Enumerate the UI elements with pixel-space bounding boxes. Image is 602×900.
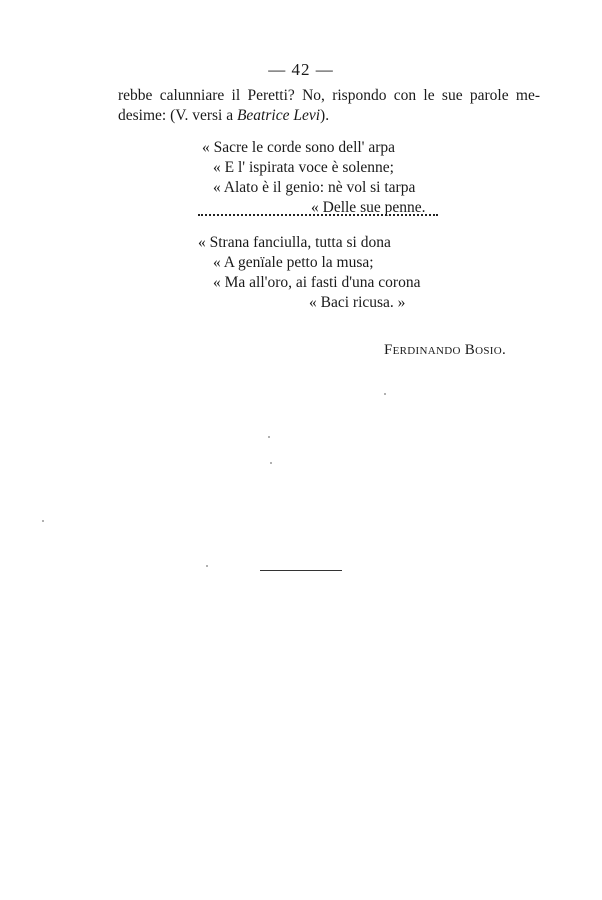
prose-text: desime: (V. versi a	[118, 107, 237, 124]
scan-speck	[268, 436, 270, 438]
scan-speck	[384, 393, 386, 395]
prose-line: rebbe calunniare il Peretti? No, rispondo con le sue parole me-	[118, 87, 540, 104]
verse-line: « Ma all'oro, ai fasti d'una corona	[213, 274, 421, 291]
verse-line: « Strana fanciulla, tutta si dona	[198, 234, 391, 251]
verse-line: « Sacre le corde sono dell' arpa	[202, 139, 396, 156]
ellipsis-divider	[198, 214, 438, 220]
prose-line	[118, 106, 540, 126]
page-number: — 42 —	[268, 60, 334, 79]
scan-speck	[206, 565, 208, 567]
author-signature	[384, 342, 506, 359]
verse-line: « E l' ispirata voce è solenne;	[213, 159, 394, 176]
prose-paragraph	[118, 86, 540, 126]
scan-speck	[270, 462, 272, 464]
scan-speck	[42, 520, 44, 522]
end-rule	[260, 570, 342, 571]
verse-line: « A genïale petto la musa;	[213, 254, 374, 271]
verse-line: « Delle sue penne.	[311, 199, 426, 216]
verse-line: « Alato è il genio: nè vol si tarpa	[213, 179, 416, 196]
verse-line: « Baci ricusa. »	[309, 294, 406, 311]
poem-title-reference: Beatrice Levi	[236, 107, 321, 124]
signature-text: Ferdinando Bosio.	[384, 342, 506, 358]
prose-text: ).	[320, 107, 330, 124]
